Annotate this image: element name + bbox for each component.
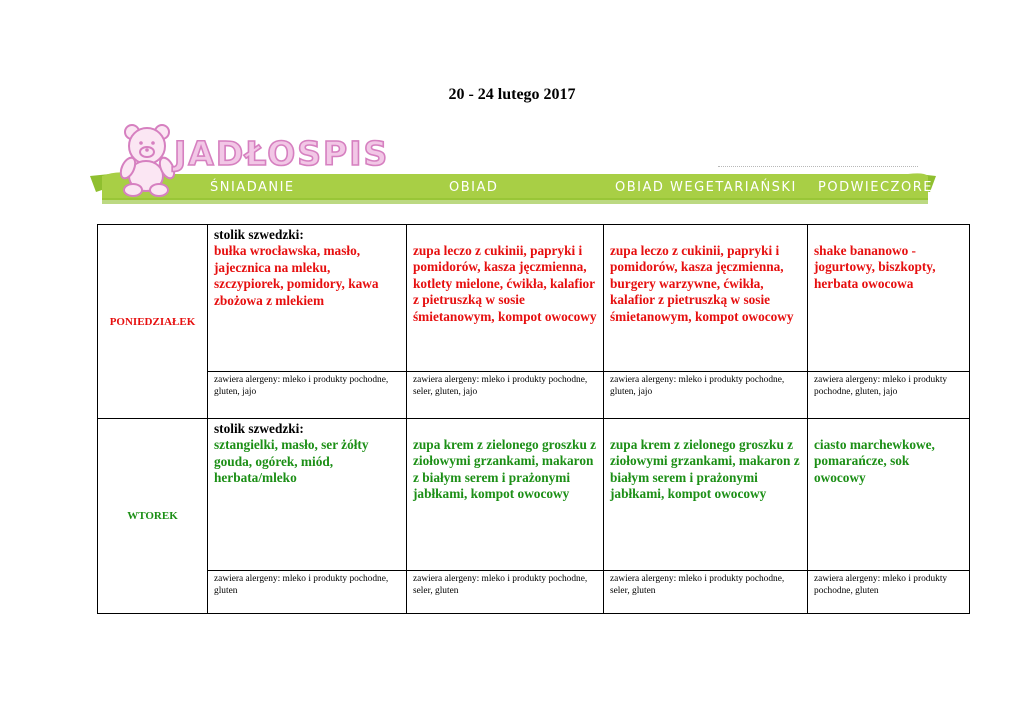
allergen-note: zawiera alergeny: mleko i produkty pochodne, gluten, jajo [808, 372, 970, 419]
column-header-lunch-vegetarian: OBIAD WEGETARIAŃSKI [615, 180, 797, 195]
lunch-dish: zupa leczo z cukinii, papryki i pomidorów, kasza jęczmienna, kotlety mielone, ćwikła, kalafior z pietruszką w sosie śmietanowym, kompot owocowy [407, 225, 604, 372]
allergen-note: zawiera alergeny: mleko i produkty pochodne, gluten, jajo [604, 372, 808, 419]
table-row [98, 372, 970, 419]
table-row [98, 571, 970, 614]
allergen-note: zawiera alergeny: mleko i produkty pochodne, seler, gluten, jajo [407, 372, 604, 419]
date-range-title: 20 - 24 lutego 2017 [448, 86, 576, 103]
divider [718, 166, 918, 167]
table-row [98, 225, 970, 372]
allergen-note: zawiera alergeny: mleko i produkty pochodne, seler, gluten [604, 571, 808, 614]
breakfast-dish: bułka wrocławska, masło, jajecznica na mleku, szczypiorek, pomidory, kawa zbożowa z mlekiem [214, 243, 379, 308]
table-row [98, 419, 970, 571]
allergen-note: zawiera alergeny: mleko i produkty pochodne, gluten, jajo [208, 372, 407, 419]
column-header-lunch: OBIAD [449, 180, 499, 195]
lunch-dish: zupa krem z zielonego groszku z ziołowymi grzankami, makaron z białym serem i prażonymi jabłkami, kompot owocowy [407, 419, 604, 571]
menu-table [97, 224, 970, 614]
day-label: PONIEDZIAŁEK [98, 225, 208, 419]
swedish-table-label: stolik szwedzki: [214, 421, 304, 436]
lunch-veg-dish: zupa leczo z cukinii, papryki i pomidorów, kasza jęczmienna, burgery warzywne, ćwikła, kalafior z pietruszką w sosie śmietanowym, kompot owocowy [604, 225, 808, 372]
snack-dish: shake bananowo - jogurtowy, biszkopty, herbata owocowa [808, 225, 970, 372]
breakfast-dish: sztangielki, masło, ser żółty gouda, ogórek, miód, herbata/mleko [214, 437, 369, 486]
snack-dish: ciasto marchewkowe, pomarańcze, sok owocowy [808, 419, 970, 571]
breakfast-cell [208, 419, 407, 571]
swedish-table-label: stolik szwedzki: [214, 227, 304, 242]
column-header-snack: PODWIECZOREK [818, 180, 943, 195]
brand-title: JADŁOSPIS [174, 134, 390, 173]
breakfast-cell [208, 225, 407, 372]
column-header-breakfast: ŚNIADANIE [210, 180, 295, 195]
allergen-note: zawiera alergeny: mleko i produkty pochodne, gluten [808, 571, 970, 614]
allergen-note: zawiera alergeny: mleko i produkty pochodne, seler, gluten [407, 571, 604, 614]
day-label: WTOREK [98, 419, 208, 614]
allergen-note: zawiera alergeny: mleko i produkty pochodne, gluten [208, 571, 407, 614]
lunch-veg-dish: zupa krem z zielonego groszku z ziołowymi grzankami, makaron z białym serem i prażonymi jabłkami, kompot owocowy [604, 419, 808, 571]
menu-header-banner [88, 118, 943, 214]
